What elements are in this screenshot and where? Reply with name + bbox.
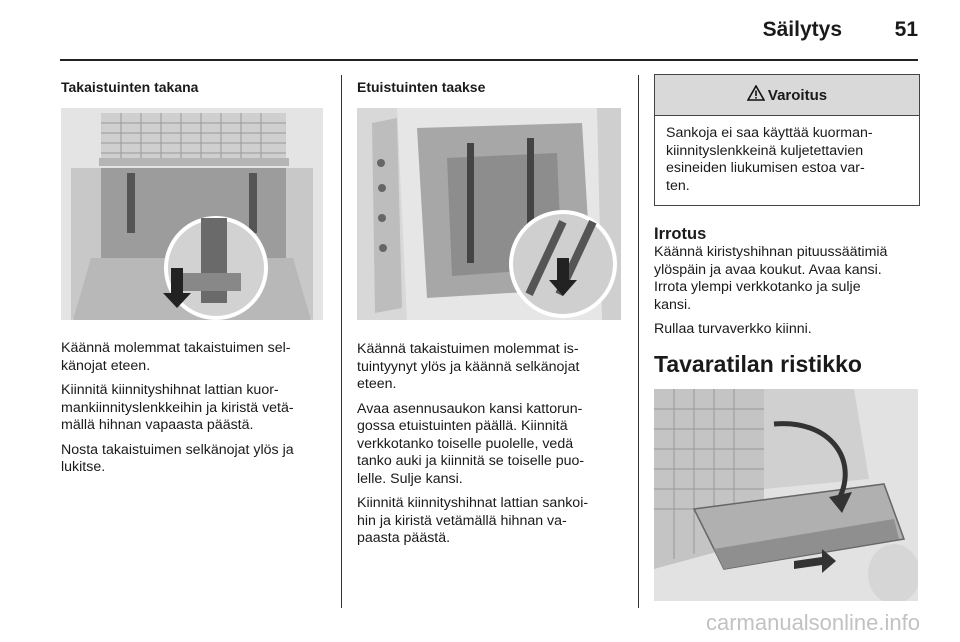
paragraph: Avaa asennusaukon kansi kattorun- gossa etuistuinten päällä. Kiinnitä verkkotanko toiselle puolelle, vedä tanko auki ja kiinnitä se toiselle puo- lelle. Sulje kansi. — [357, 400, 585, 487]
paragraph: Käännä molemmat takaistuimen sel- känojat eteen. — [61, 340, 291, 374]
warning-header — [655, 75, 919, 116]
heading-tavaratilan-ristikko: Tavaratilan ristikko — [654, 350, 862, 377]
paragraph: Kiinnitä kiinnityshihnat lattian sankoi- hin ja kiristä vetämällä hihnan va- paasta päästä. — [357, 495, 589, 546]
header-rule — [60, 59, 918, 61]
cargo-strap-hook-illustration-icon — [61, 108, 323, 320]
warning-box — [654, 74, 920, 206]
warning-title: Varoitus — [767, 86, 828, 104]
page-number: 51 — [894, 18, 918, 41]
front-seat-strap-illustration-icon — [357, 108, 621, 320]
column-divider-1 — [341, 75, 342, 608]
warning-triangle-icon — [747, 85, 765, 105]
page-header — [0, 0, 960, 60]
heading-irrotus: Irrotus — [654, 225, 707, 243]
column-1 — [61, 78, 329, 484]
paragraph: Käännä kiristyshihnan pituussäätimiä ylöspäin ja avaa koukut. Avaa kansi. Irrota ylempi verkkotanko ja sulje kansi. — [654, 244, 888, 313]
paragraph: Nosta takaistuimen selkänojat ylös ja lukitse. — [61, 441, 294, 475]
figure-cargo-grille — [654, 389, 918, 601]
column-divider-2 — [638, 75, 639, 608]
cargo-grille-illustration-icon — [654, 389, 918, 601]
figure-rear-cargo — [61, 108, 323, 320]
column-3 — [654, 74, 924, 601]
warning-text: Sankoja ei saa käyttää kuorman- kiinnityslenkkeinä kuljetettavien esineiden liukumisen estoa var- ten. — [666, 125, 873, 194]
paragraph: Käännä takaistuimen molemmat is- tuintyynyt ylös ja käännä selkänojat eteen. — [357, 341, 580, 392]
figure-front-seat — [357, 108, 621, 320]
heading-etuistuinten-taakse: Etuistuinten taakse — [357, 79, 486, 95]
paragraph: Kiinnitä kiinnityshihnat lattian kuor- mankiinnityslenkkeihin ja kiristä vetä- mällä hihnan vapaasta päästä. — [61, 382, 294, 433]
section-title: Säilytys — [762, 18, 842, 41]
watermark: carmanualsonline.info — [705, 610, 920, 635]
column-2 — [357, 78, 625, 555]
heading-takaistuinten-takana: Takaistuinten takana — [61, 79, 199, 95]
paragraph: Rullaa turvaverkko kiinni. — [654, 321, 812, 337]
